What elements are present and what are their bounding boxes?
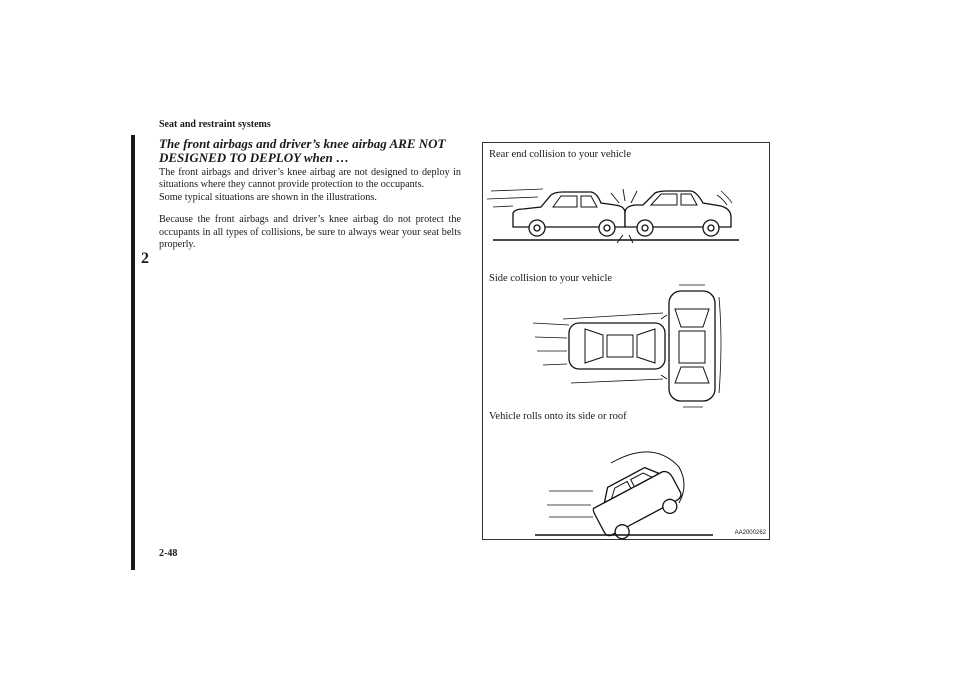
side-collision-illustration	[483, 283, 771, 411]
caption-rollover: Vehicle rolls onto its side or roof	[489, 411, 627, 422]
page-number: 2-48	[159, 548, 178, 559]
paragraph-3: Because the front airbags and driver’s knee airbag do not protect the occupants in all types of collisions, be sure to always wear your seat belts properly.	[159, 214, 461, 251]
caption-side-collision: Side collision to your vehicle	[489, 273, 613, 284]
running-header: Seat and restraint systems	[159, 119, 271, 130]
figure-code: AA2000262	[734, 530, 766, 536]
section-title: The front airbags and driver’s knee airbag ARE NOT DESIGNED TO DEPLOY when …	[159, 136, 446, 165]
chapter-number: 2	[141, 250, 149, 267]
rollover-illustration	[483, 439, 771, 539]
body-text	[159, 167, 461, 251]
caption-rear-end: Rear end collision to your vehicle	[489, 149, 632, 160]
paragraph-1: The front airbags and driver’s knee airbag are not designed to deploy in situations where they cannot provide protection to the occupants.	[159, 167, 461, 191]
paragraph-2: Some typical situations are shown in the illustrations.	[159, 191, 377, 203]
chapter-side-bar	[131, 135, 135, 570]
rear-end-collision-illustration	[483, 179, 771, 249]
illustration-figure	[482, 142, 770, 540]
